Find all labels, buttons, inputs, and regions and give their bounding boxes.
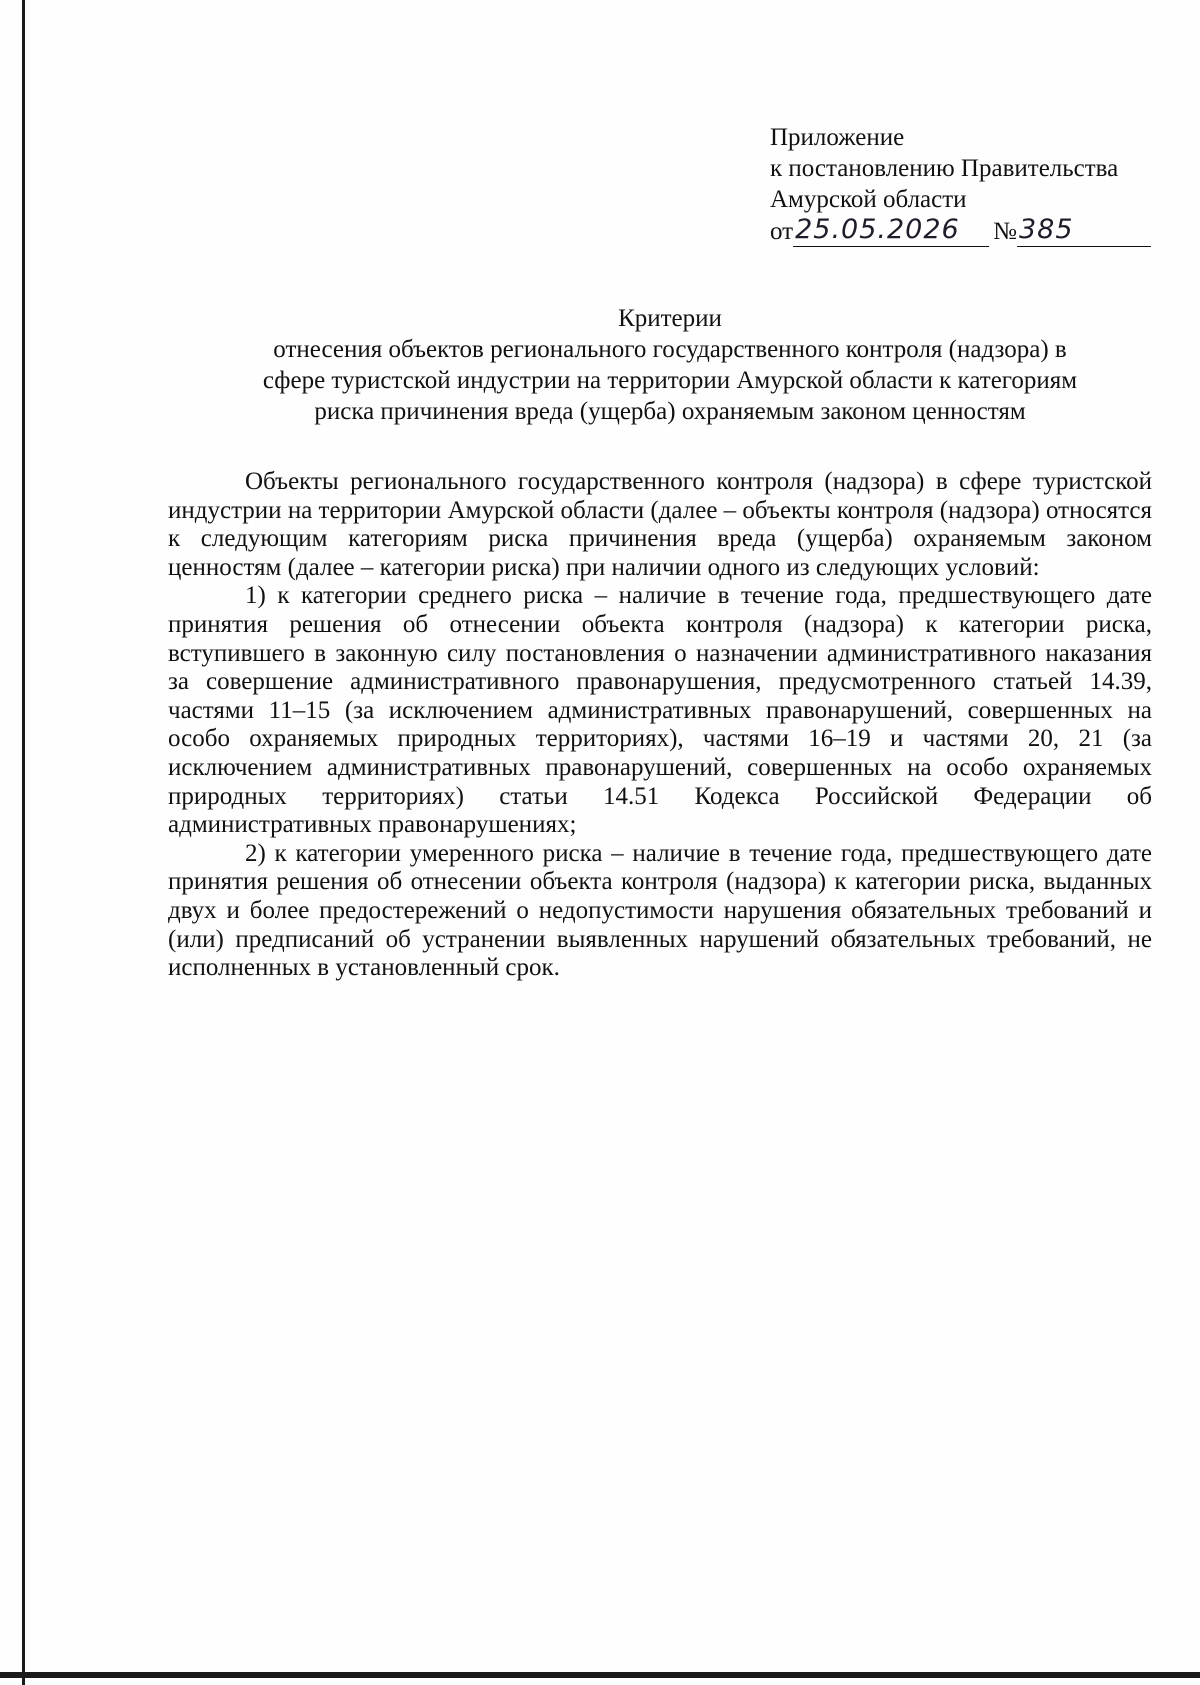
appendix-region: Амурской области bbox=[770, 186, 967, 213]
scan-edge-bottom bbox=[0, 1672, 1200, 1678]
date-prefix: от bbox=[770, 218, 794, 245]
intro-paragraph: Объекты регионального государственного контроля (надзора) в сфере туристской индустрии на территории Амурской области (далее – объекты контроля (надзора) относятся к следующим категориям риска причинения вреда (ущерба) охраняемым законом ценностям (далее – категории риска) при наличии одного из следующих условий: bbox=[168, 468, 1152, 581]
document-body bbox=[168, 468, 1152, 983]
criteria-item-1: 1) к категории среднего риска – наличие в течение года, предшествующего дате принятия решения об отнесении объекта контроля (надзора) к категории риска, вступившего в законную силу постановления о назначении административного наказания за совершение административного правонарушения, предусмотренного статьей 14.39, частями 11–15 (за исключением административных правонарушений, совершенных на особо охраняемых природных территориях), частями 16–19 и частями 20, 21 (за исключением административных правонарушений, совершенных на особо охраняемых природных территориях) статьи 14.51 Кодекса Российской Федерации об административных правонарушениях; bbox=[168, 582, 1152, 839]
appendix-label: Приложение bbox=[770, 124, 905, 151]
title-line-1: отнесения объектов регионального государственного контроля (надзора) в bbox=[273, 336, 1067, 363]
title-line-2: сфере туристской индустрии на территории Амурской области к категориям bbox=[262, 367, 1078, 394]
number-prefix: № bbox=[993, 218, 1017, 245]
handwritten-number: 385 bbox=[1018, 214, 1074, 245]
appendix-date-line bbox=[770, 215, 1190, 247]
handwritten-date: 25.05.2026 bbox=[795, 214, 960, 245]
title-line-3: риска причинения вреда (ущерба) охраняемым законом ценностям bbox=[314, 398, 1026, 425]
appendix-resolution: к постановлению Правительства bbox=[770, 155, 1119, 182]
title-heading: Критерии bbox=[618, 305, 722, 332]
document-title bbox=[170, 303, 1170, 427]
number-field bbox=[1017, 216, 1151, 247]
criteria-item-2: 2) к категории умеренного риска – наличие в течение года, предшествующего дате принятия решения об отнесении объекта контроля (надзора) к категории риска, выданных двух и более предостережений о недопустимости нарушения обязательных требований и (или) предписаний об устранении выявленных нарушений обязательных требований, не исполненных в установленный срок. bbox=[168, 839, 1152, 982]
scan-edge-left bbox=[22, 0, 25, 1685]
date-field bbox=[793, 216, 989, 247]
appendix-block bbox=[770, 122, 1190, 247]
